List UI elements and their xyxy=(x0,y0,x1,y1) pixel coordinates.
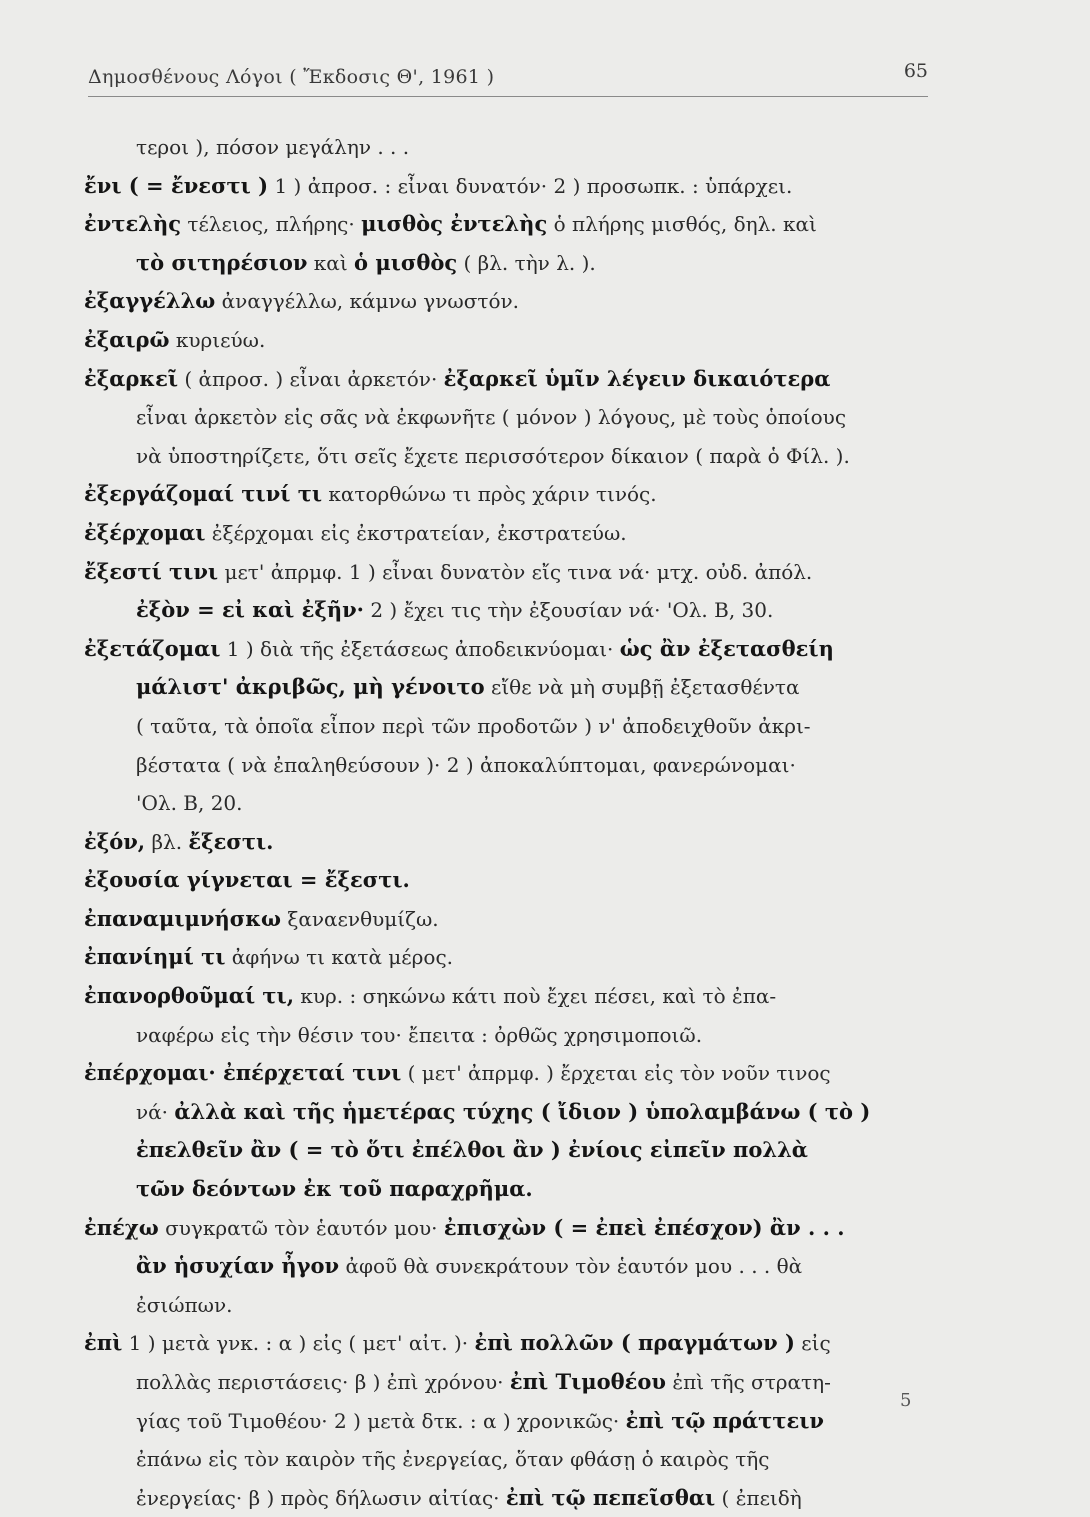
running-title: Δημοσθένους Λόγοι ( Ἔκδοσις Θ', 1961 ) xyxy=(88,66,495,88)
page-number: 65 xyxy=(903,60,928,82)
headword-text: ἐξόν, xyxy=(84,828,146,854)
glossary-entries xyxy=(84,128,934,1517)
definition-text: 1 ) ἀπροσ. : εἶναι δυνατόν· 2 ) προσωπκ. : ὑπάρχει. xyxy=(268,173,793,198)
definition-text: κυρ. : σηκώνω κάτι ποὺ ἔχει πέσει, καὶ τὸ ἐπα- xyxy=(294,984,777,1009)
headword-text: ἐξουσία γίγνεται = ἔξεστι. xyxy=(84,867,410,893)
definition-text: εἴθε νὰ μὴ συμβῇ ἐξετασθέντα xyxy=(484,675,800,700)
entry-continuation-line xyxy=(84,1479,934,1517)
entry-continuation-line xyxy=(84,1286,934,1325)
headword-text: ἐξαιρῶ xyxy=(84,326,170,352)
definition-text: μετ' ἀπρμφ. 1 ) εἶναι δυνατὸν εἴς τινα νά· μτχ. οὐδ. ἀπόλ. xyxy=(218,559,813,584)
headword-text: ἐξαγγέλλω xyxy=(84,288,216,314)
headword-text: ἐξαρκεῖ xyxy=(84,365,178,391)
entry-continuation-line xyxy=(84,398,934,437)
headword-text: ἐπαναμιμνήσκω xyxy=(84,905,281,931)
definition-text: ( ταῦτα, τὰ ὁποῖα εἶπον περὶ τῶν προδοτῶν ) ν' ἀποδειχθοῦν ἀκρι- xyxy=(136,713,811,738)
entry-line xyxy=(84,360,934,399)
headword-text: ἀλλὰ καὶ τῆς ἡμετέρας τύχης ( ἴδιον ) ὑπολαμβάνω ( τὸ ) xyxy=(174,1098,871,1124)
definition-text: κυριεύω. xyxy=(169,327,266,352)
headword-text: ἐπανορθοῦμαί τι, xyxy=(84,983,295,1009)
entry-continuation-line xyxy=(84,591,934,630)
entry-continuation-line xyxy=(84,707,934,746)
headword-text: μάλιστ' ἀκριβῶς, μὴ γένοιτο xyxy=(136,674,485,700)
definition-text: ἐπὶ τῆς στρατη- xyxy=(666,1370,831,1394)
headword-text: ἔνι ( = ἔνεστι ) xyxy=(84,172,269,198)
definition-text: 2 ) ἔχει τις τὴν ἐξουσίαν νά· 'Ολ. Β, 30. xyxy=(363,598,774,623)
headword-text: ἔξεστί τινι xyxy=(84,558,219,584)
entry-continuation-line xyxy=(84,1363,934,1402)
definition-text: ναφέρω εἰς τὴν θέσιν του· ἔπειτα : ὀρθῶς χρησιμοποιῶ. xyxy=(136,1022,703,1047)
definition-text: συγκρατῶ τὸν ἑαυτόν μου· xyxy=(158,1215,444,1240)
entry-line xyxy=(84,1209,934,1248)
headword-text: ἐπελθεῖν ἂν ( = τὸ ὅτι ἐπέλθοι ἂν ) ἐνίοις εἰπεῖν πολλὰ xyxy=(136,1137,808,1163)
headword-text: τὸ σιτηρέσιον xyxy=(136,249,308,275)
headword-text: ἐξὸν = εἰ καὶ ἐξῆν· xyxy=(136,597,364,623)
definition-text: τεροι ), πόσον μεγάλην . . . xyxy=(136,135,410,159)
definition-text: εἶναι ἀρκετὸν εἰς σᾶς νὰ ἐκφωνῆτε ( μόνον ) λόγους, μὲ τοὺς ὁποίους xyxy=(136,405,847,430)
definition-text: ἐπάνω εἰς τὸν καιρὸν τῆς ἐνεργείας, ὅταν φθάσῃ ὁ καιρὸς τῆς xyxy=(136,1447,770,1472)
headword-text: ἐπὶ τῷ πράττειν xyxy=(625,1407,824,1433)
definition-text: ἐσιώπων. xyxy=(136,1292,233,1317)
entry-continuation-line xyxy=(84,128,934,167)
entry-line xyxy=(84,475,934,514)
page-header xyxy=(88,62,928,97)
headword-text: ἐξεργάζομαί τινί τι xyxy=(84,481,323,507)
entry-line xyxy=(84,321,934,360)
definition-text: βλ. xyxy=(145,829,189,854)
entry-continuation-line xyxy=(84,1016,934,1055)
definition-text: ἐνεργείας· β ) πρὸς δήλωσιν αἰτίας· xyxy=(136,1485,506,1510)
headword-text: ἐπὶ τῷ πεπεῖσθαι xyxy=(505,1484,716,1510)
headword-text: ἐπανίημί τι xyxy=(84,944,226,970)
entry-continuation-line xyxy=(84,1247,934,1286)
entry-line xyxy=(84,282,934,321)
headword-text: ἐπέρχομαι· ἐπέρχεταί τινι xyxy=(84,1060,402,1086)
entry-continuation-line xyxy=(84,1131,934,1170)
definition-text: ἐξέρχομαι εἰς ἐκστρατείαν, ἐκστρατεύω. xyxy=(205,520,627,545)
entry-continuation-line xyxy=(84,1440,934,1479)
headword-text: μισθὸς ἐντελὴς xyxy=(361,211,548,237)
entry-continuation-line xyxy=(84,1170,934,1209)
definition-text: εἰς xyxy=(794,1331,831,1356)
headword-text: ἐπέχω xyxy=(84,1214,159,1240)
entry-line xyxy=(84,553,934,592)
entry-continuation-line xyxy=(84,784,934,823)
definition-text: γίας τοῦ Τιμοθέου· 2 ) μετὰ δτκ. : α ) χρονικῶς· xyxy=(136,1408,626,1433)
definition-text: ὁ πλήρης μισθός, δηλ. καὶ xyxy=(547,212,817,237)
entry-continuation-line xyxy=(84,437,934,476)
entry-line xyxy=(84,977,934,1016)
headword-text: ἐπὶ Τιμοθέου xyxy=(509,1369,666,1394)
headword-text: ἐντελὴς xyxy=(84,211,182,237)
headword-text: ἐπισχὼν ( = ἐπεὶ ἐπέσχον) ἂν . . . xyxy=(443,1214,845,1240)
entry-line xyxy=(84,205,934,244)
definition-text: πολλὰς περιστάσεις· β ) ἐπὶ χρόνου· xyxy=(136,1370,510,1394)
definition-text: ( μετ' ἀπρμφ. ) ἔρχεται εἰς τὸν νοῦν τινος xyxy=(401,1061,831,1086)
entry-line xyxy=(84,1054,934,1093)
definition-text: καὶ xyxy=(307,250,355,275)
definition-text: 1 ) διὰ τῆς ἐξετάσεως ἀποδεικνύομαι· xyxy=(220,636,620,661)
headword-text: ὡς ἂν ἐξετασθείη xyxy=(619,635,834,661)
headword-text: ὁ μισθὸς xyxy=(354,249,458,275)
entry-continuation-line xyxy=(84,746,934,785)
headword-text: τῶν δεόντων ἐκ τοῦ παραχρῆμα. xyxy=(136,1176,533,1202)
headword-text: ἐξέρχομαι xyxy=(84,519,206,545)
definition-text: ἀφοῦ θὰ συνεκράτουν τὸν ἑαυτόν μου . . . θὰ xyxy=(339,1254,803,1279)
headword-text: ἔξεστι. xyxy=(188,828,274,854)
definition-text: νά· xyxy=(136,1099,175,1124)
definition-text: ἀφήνω τι κατὰ μέρος. xyxy=(225,945,454,970)
headword-text: ἐπὶ πολλῶν ( πραγμάτων ) xyxy=(474,1330,795,1356)
definition-text: βέστατα ( νὰ ἐπαληθεύσουν )· 2 ) ἀποκαλύπτομαι, φανερώνομαι· xyxy=(136,752,796,777)
definition-text: 1 ) μετὰ γνκ. : α ) εἰς ( μετ' αἰτ. )· xyxy=(122,1331,475,1356)
definition-text: ξαναενθυμίζω. xyxy=(281,906,439,931)
entry-line xyxy=(84,1324,934,1363)
entry-line xyxy=(84,167,934,206)
entry-line xyxy=(84,630,934,669)
entry-line xyxy=(84,514,934,553)
headword-text: ἐπὶ xyxy=(84,1330,123,1356)
entry-continuation-line xyxy=(84,244,934,283)
entry-line xyxy=(84,823,934,862)
entry-continuation-line xyxy=(84,1093,934,1132)
headword-text: ἂν ἡσυχίαν ἦγον xyxy=(136,1253,340,1279)
definition-text: κατορθώνω τι πρὸς χάριν τινός. xyxy=(322,482,657,507)
definition-text: ( ἀπροσ. ) εἶναι ἀρκετόν· xyxy=(178,366,444,391)
definition-text: ( βλ. τὴν λ. ). xyxy=(457,250,596,275)
entry-line xyxy=(84,900,934,939)
entry-line xyxy=(84,938,934,977)
entry-continuation-line xyxy=(84,668,934,707)
headword-text: ἐξαρκεῖ ὑμῖν λέγειν δικαιότερα xyxy=(443,365,831,391)
definition-text: τέλειος, πλήρης· xyxy=(181,212,362,237)
definition-text: ( ἐπειδὴ xyxy=(715,1485,802,1510)
definition-text: 'Ολ. Β, 20. xyxy=(136,791,243,816)
definition-text: ἀναγγέλλω, κάμνω γνωστόν. xyxy=(215,289,520,314)
definition-text: νὰ ὑποστηρίζετε, ὅτι σεῖς ἔχετε περισσότερον δίκαιον ( παρὰ ὁ Φίλ. ). xyxy=(136,443,850,468)
signature-mark: 5 xyxy=(900,1390,912,1411)
entry-continuation-line xyxy=(84,1402,934,1441)
headword-text: ἐξετάζομαι xyxy=(84,635,221,661)
entry-line xyxy=(84,861,934,900)
